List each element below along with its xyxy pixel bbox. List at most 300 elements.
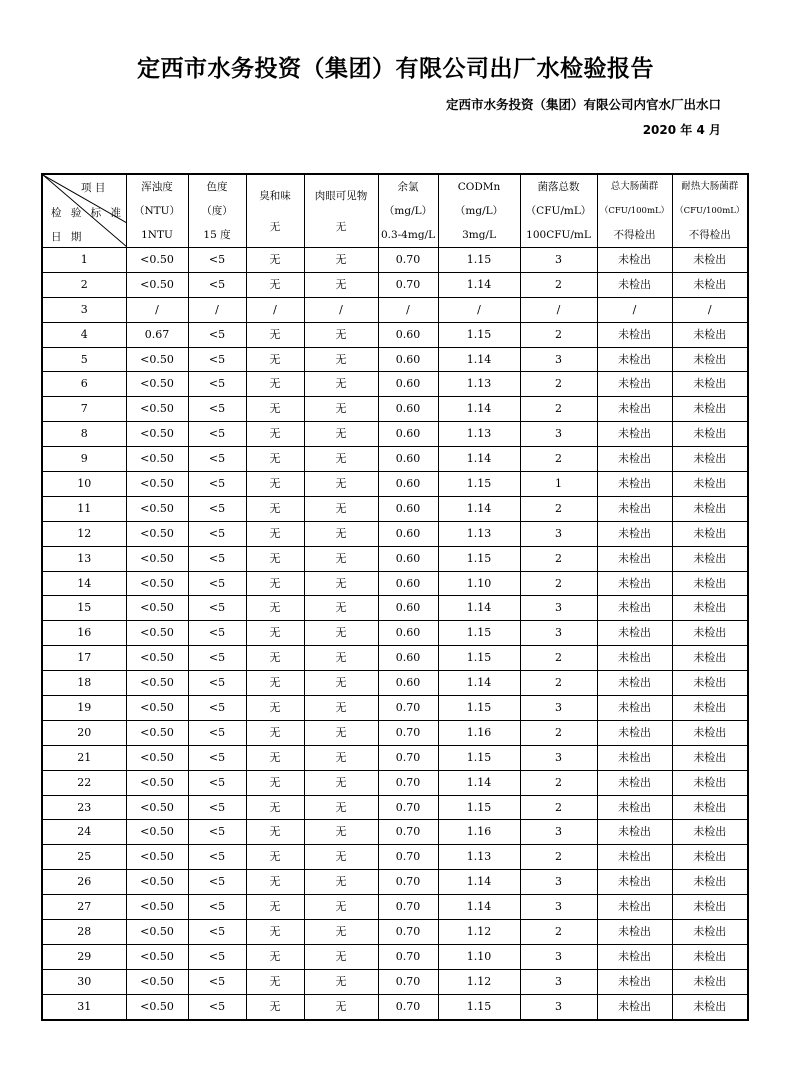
col-standard: 0.3-4mg/L	[380, 229, 436, 241]
visible-matter-cell: 无	[304, 447, 378, 472]
codmn-cell: 1.15	[438, 546, 520, 571]
colony-count-cell: 3	[520, 745, 597, 770]
codmn-cell: 1.13	[438, 845, 520, 870]
col-header-visible-matter	[304, 174, 378, 248]
codmn-cell: 1.15	[438, 472, 520, 497]
day-cell: 25	[42, 845, 126, 870]
visible-matter-cell: /	[304, 297, 378, 322]
turbidity-cell: <0.50	[126, 272, 188, 297]
color-cell: <5	[188, 571, 246, 596]
thermotolerant-coliform-cell: 未检出	[672, 795, 748, 820]
col-header-turbidity	[126, 174, 188, 248]
turbidity-cell: <0.50	[126, 496, 188, 521]
color-cell: <5	[188, 944, 246, 969]
color-cell: <5	[188, 447, 246, 472]
total-coliform-cell: 未检出	[597, 422, 672, 447]
day-cell: 19	[42, 696, 126, 721]
day-cell: 28	[42, 920, 126, 945]
turbidity-cell: <0.50	[126, 770, 188, 795]
colony-count-cell: 2	[520, 795, 597, 820]
chlorine-cell: 0.70	[378, 895, 438, 920]
col-standard: 1NTU	[141, 229, 173, 241]
turbidity-cell: <0.50	[126, 920, 188, 945]
thermotolerant-coliform-cell: 未检出	[672, 422, 748, 447]
total-coliform-cell: /	[597, 297, 672, 322]
odor-cell: 无	[246, 248, 304, 273]
thermotolerant-coliform-cell: 未检出	[672, 596, 748, 621]
chlorine-cell: 0.70	[378, 920, 438, 945]
color-cell: <5	[188, 994, 246, 1019]
colony-count-cell: 2	[520, 571, 597, 596]
col-standard: 不得检出	[613, 229, 656, 241]
turbidity-cell: <0.50	[126, 646, 188, 671]
day-cell: 14	[42, 571, 126, 596]
visible-matter-cell: 无	[304, 895, 378, 920]
corner-item-label: 项 目	[81, 182, 106, 194]
color-cell: <5	[188, 472, 246, 497]
report-location: 定西市水务投资（集团）有限公司内官水厂出水口	[445, 97, 721, 112]
visible-matter-cell: 无	[304, 248, 378, 273]
odor-cell: 无	[246, 944, 304, 969]
codmn-cell: 1.14	[438, 496, 520, 521]
thermotolerant-coliform-cell: 未检出	[672, 521, 748, 546]
table-row	[42, 571, 748, 596]
codmn-cell: /	[438, 297, 520, 322]
table-row	[42, 696, 748, 721]
colony-count-cell: 2	[520, 920, 597, 945]
odor-cell: 无	[246, 571, 304, 596]
day-cell: 29	[42, 944, 126, 969]
report-date: 2020 年 4 月	[642, 123, 721, 137]
chlorine-cell: 0.60	[378, 472, 438, 497]
table-row	[42, 447, 748, 472]
thermotolerant-coliform-cell: 未检出	[672, 745, 748, 770]
col-name: 菌落总数	[537, 181, 580, 193]
total-coliform-cell: 未检出	[597, 720, 672, 745]
total-coliform-cell: 未检出	[597, 571, 672, 596]
odor-cell: 无	[246, 720, 304, 745]
table-row	[42, 496, 748, 521]
visible-matter-cell: 无	[304, 944, 378, 969]
codmn-cell: 1.15	[438, 745, 520, 770]
total-coliform-cell: 未检出	[597, 447, 672, 472]
color-cell: <5	[188, 720, 246, 745]
colony-count-cell: 1	[520, 472, 597, 497]
table-row	[42, 795, 748, 820]
chlorine-cell: 0.70	[378, 994, 438, 1019]
color-cell: <5	[188, 596, 246, 621]
day-cell: 16	[42, 621, 126, 646]
odor-cell: 无	[246, 397, 304, 422]
col-header-codmn	[438, 174, 520, 248]
table-row	[42, 770, 748, 795]
color-cell: <5	[188, 770, 246, 795]
table-row	[42, 845, 748, 870]
visible-matter-cell: 无	[304, 272, 378, 297]
total-coliform-cell: 未检出	[597, 920, 672, 945]
visible-matter-cell: 无	[304, 347, 378, 372]
day-cell: 15	[42, 596, 126, 621]
turbidity-cell: <0.50	[126, 671, 188, 696]
col-header-odor	[246, 174, 304, 248]
turbidity-cell: <0.50	[126, 994, 188, 1019]
colony-count-cell: 2	[520, 447, 597, 472]
visible-matter-cell: 无	[304, 571, 378, 596]
colony-count-cell: 3	[520, 422, 597, 447]
codmn-cell: 1.14	[438, 596, 520, 621]
colony-count-cell: 3	[520, 820, 597, 845]
day-cell: 21	[42, 745, 126, 770]
table-row	[42, 297, 748, 322]
inspection-table	[41, 173, 749, 1021]
colony-count-cell: 3	[520, 621, 597, 646]
col-unit: （CFU/100mL）	[675, 206, 745, 216]
chlorine-cell: /	[378, 297, 438, 322]
table-row	[42, 272, 748, 297]
day-cell: 12	[42, 521, 126, 546]
total-coliform-cell: 未检出	[597, 521, 672, 546]
color-cell: <5	[188, 671, 246, 696]
visible-matter-cell: 无	[304, 795, 378, 820]
turbidity-cell: <0.50	[126, 870, 188, 895]
odor-cell: 无	[246, 845, 304, 870]
thermotolerant-coliform-cell: 未检出	[672, 248, 748, 273]
table-row	[42, 596, 748, 621]
col-name: 臭和味	[259, 189, 291, 202]
color-cell: <5	[188, 621, 246, 646]
total-coliform-cell: 未检出	[597, 546, 672, 571]
thermotolerant-coliform-cell: 未检出	[672, 447, 748, 472]
colony-count-cell: 3	[520, 248, 597, 273]
col-name: 浑浊度	[141, 181, 173, 193]
visible-matter-cell: 无	[304, 397, 378, 422]
header-row	[42, 174, 748, 248]
turbidity-cell: <0.50	[126, 745, 188, 770]
table-row	[42, 920, 748, 945]
codmn-cell: 1.14	[438, 671, 520, 696]
color-cell: <5	[188, 820, 246, 845]
table-row	[42, 422, 748, 447]
total-coliform-cell: 未检出	[597, 820, 672, 845]
col-name: 耐热大肠菌群	[681, 181, 739, 192]
turbidity-cell: <0.50	[126, 845, 188, 870]
codmn-cell: 1.14	[438, 347, 520, 372]
turbidity-cell: <0.50	[126, 521, 188, 546]
visible-matter-cell: 无	[304, 621, 378, 646]
colony-count-cell: 2	[520, 272, 597, 297]
day-cell: 20	[42, 720, 126, 745]
odor-cell: /	[246, 297, 304, 322]
visible-matter-cell: 无	[304, 870, 378, 895]
col-header-thermotolerant-coliform	[672, 174, 748, 248]
color-cell: <5	[188, 347, 246, 372]
visible-matter-cell: 无	[304, 422, 378, 447]
color-cell: <5	[188, 845, 246, 870]
odor-cell: 无	[246, 546, 304, 571]
color-cell: <5	[188, 646, 246, 671]
day-cell: 10	[42, 472, 126, 497]
total-coliform-cell: 未检出	[597, 596, 672, 621]
total-coliform-cell: 未检出	[597, 969, 672, 994]
table-row	[42, 969, 748, 994]
chlorine-cell: 0.70	[378, 795, 438, 820]
total-coliform-cell: 未检出	[597, 372, 672, 397]
turbidity-cell: <0.50	[126, 596, 188, 621]
day-cell: 9	[42, 447, 126, 472]
colony-count-cell: 2	[520, 546, 597, 571]
col-name: 肉眼可见物	[314, 189, 368, 202]
chlorine-cell: 0.60	[378, 596, 438, 621]
turbidity-cell: <0.50	[126, 248, 188, 273]
chlorine-cell: 0.70	[378, 770, 438, 795]
visible-matter-cell: 无	[304, 845, 378, 870]
col-unit: （度）	[201, 205, 233, 217]
table-row	[42, 621, 748, 646]
thermotolerant-coliform-cell: 未检出	[672, 322, 748, 347]
colony-count-cell: 3	[520, 895, 597, 920]
turbidity-cell: <0.50	[126, 944, 188, 969]
day-cell: 30	[42, 969, 126, 994]
corner-date-label: 日 期	[51, 231, 85, 243]
odor-cell: 无	[246, 646, 304, 671]
table-row	[42, 322, 748, 347]
chlorine-cell: 0.60	[378, 447, 438, 472]
codmn-cell: 1.14	[438, 770, 520, 795]
day-cell: 18	[42, 671, 126, 696]
visible-matter-cell: 无	[304, 546, 378, 571]
visible-matter-cell: 无	[304, 472, 378, 497]
turbidity-cell: <0.50	[126, 447, 188, 472]
total-coliform-cell: 未检出	[597, 770, 672, 795]
table-row	[42, 895, 748, 920]
color-cell: <5	[188, 745, 246, 770]
thermotolerant-coliform-cell: 未检出	[672, 646, 748, 671]
colony-count-cell: 2	[520, 720, 597, 745]
total-coliform-cell: 未检出	[597, 994, 672, 1019]
day-cell: 6	[42, 372, 126, 397]
odor-cell: 无	[246, 621, 304, 646]
turbidity-cell: <0.50	[126, 571, 188, 596]
turbidity-cell: <0.50	[126, 895, 188, 920]
colony-count-cell: 2	[520, 845, 597, 870]
total-coliform-cell: 未检出	[597, 895, 672, 920]
codmn-cell: 1.13	[438, 372, 520, 397]
codmn-cell: 1.13	[438, 521, 520, 546]
thermotolerant-coliform-cell: 未检出	[672, 496, 748, 521]
chlorine-cell: 0.70	[378, 820, 438, 845]
color-cell: <5	[188, 372, 246, 397]
turbidity-cell: <0.50	[126, 397, 188, 422]
color-cell: <5	[188, 248, 246, 273]
day-cell: 24	[42, 820, 126, 845]
odor-cell: 无	[246, 696, 304, 721]
total-coliform-cell: 未检出	[597, 795, 672, 820]
day-cell: 26	[42, 870, 126, 895]
colony-count-cell: 3	[520, 870, 597, 895]
thermotolerant-coliform-cell: 未检出	[672, 671, 748, 696]
color-cell: <5	[188, 397, 246, 422]
chlorine-cell: 0.60	[378, 397, 438, 422]
codmn-cell: 1.14	[438, 870, 520, 895]
day-cell: 22	[42, 770, 126, 795]
color-cell: <5	[188, 546, 246, 571]
color-cell: <5	[188, 920, 246, 945]
codmn-cell: 1.16	[438, 720, 520, 745]
odor-cell: 无	[246, 372, 304, 397]
color-cell: <5	[188, 322, 246, 347]
thermotolerant-coliform-cell: 未检出	[672, 920, 748, 945]
colony-count-cell: 3	[520, 521, 597, 546]
visible-matter-cell: 无	[304, 521, 378, 546]
codmn-cell: 1.10	[438, 571, 520, 596]
chlorine-cell: 0.70	[378, 969, 438, 994]
odor-cell: 无	[246, 770, 304, 795]
color-cell: <5	[188, 795, 246, 820]
odor-cell: 无	[246, 920, 304, 945]
chlorine-cell: 0.70	[378, 272, 438, 297]
odor-cell: 无	[246, 994, 304, 1019]
table-row	[42, 248, 748, 273]
codmn-cell: 1.15	[438, 994, 520, 1019]
odor-cell: 无	[246, 895, 304, 920]
visible-matter-cell: 无	[304, 646, 378, 671]
visible-matter-cell: 无	[304, 372, 378, 397]
chlorine-cell: 0.60	[378, 671, 438, 696]
chlorine-cell: 0.70	[378, 845, 438, 870]
table-row	[42, 472, 748, 497]
total-coliform-cell: 未检出	[597, 397, 672, 422]
codmn-cell: 1.12	[438, 920, 520, 945]
codmn-cell: 1.15	[438, 621, 520, 646]
odor-cell: 无	[246, 745, 304, 770]
odor-cell: 无	[246, 596, 304, 621]
color-cell: <5	[188, 696, 246, 721]
total-coliform-cell: 未检出	[597, 322, 672, 347]
turbidity-cell: <0.50	[126, 372, 188, 397]
chlorine-cell: 0.60	[378, 571, 438, 596]
day-cell: 3	[42, 297, 126, 322]
colony-count-cell: 3	[520, 944, 597, 969]
odor-cell: 无	[246, 671, 304, 696]
color-cell: <5	[188, 895, 246, 920]
chlorine-cell: 0.60	[378, 347, 438, 372]
col-header-color	[188, 174, 246, 248]
visible-matter-cell: 无	[304, 770, 378, 795]
total-coliform-cell: 未检出	[597, 745, 672, 770]
total-coliform-cell: 未检出	[597, 272, 672, 297]
thermotolerant-coliform-cell: 未检出	[672, 720, 748, 745]
col-name: 色度	[206, 181, 228, 193]
codmn-cell: 1.16	[438, 820, 520, 845]
day-cell: 31	[42, 994, 126, 1019]
codmn-cell: 1.15	[438, 248, 520, 273]
turbidity-cell: <0.50	[126, 795, 188, 820]
codmn-cell: 1.15	[438, 696, 520, 721]
visible-matter-cell: 无	[304, 720, 378, 745]
chlorine-cell: 0.60	[378, 322, 438, 347]
odor-cell: 无	[246, 521, 304, 546]
chlorine-cell: 0.60	[378, 372, 438, 397]
day-cell: 17	[42, 646, 126, 671]
col-unit: （CFU/100mL）	[599, 206, 670, 216]
thermotolerant-coliform-cell: /	[672, 297, 748, 322]
chlorine-cell: 0.60	[378, 546, 438, 571]
thermotolerant-coliform-cell: 未检出	[672, 571, 748, 596]
visible-matter-cell: 无	[304, 496, 378, 521]
visible-matter-cell: 无	[304, 671, 378, 696]
thermotolerant-coliform-cell: 未检出	[672, 621, 748, 646]
day-cell: 5	[42, 347, 126, 372]
total-coliform-cell: 未检出	[597, 870, 672, 895]
colony-count-cell: 3	[520, 347, 597, 372]
visible-matter-cell: 无	[304, 696, 378, 721]
col-unit: （NTU）	[133, 205, 181, 217]
colony-count-cell: 3	[520, 994, 597, 1019]
color-cell: /	[188, 297, 246, 322]
odor-cell: 无	[246, 870, 304, 895]
colony-count-cell: 2	[520, 770, 597, 795]
col-unit: （mg/L）	[454, 205, 504, 217]
total-coliform-cell: 未检出	[597, 248, 672, 273]
odor-cell: 无	[246, 422, 304, 447]
total-coliform-cell: 未检出	[597, 944, 672, 969]
color-cell: <5	[188, 496, 246, 521]
table-row	[42, 397, 748, 422]
col-header-total-coliform	[597, 174, 672, 248]
thermotolerant-coliform-cell: 未检出	[672, 870, 748, 895]
turbidity-cell: <0.50	[126, 969, 188, 994]
col-standard: 不得检出	[688, 229, 731, 241]
day-cell: 1	[42, 248, 126, 273]
chlorine-cell: 0.60	[378, 496, 438, 521]
table-row	[42, 347, 748, 372]
day-cell: 8	[42, 422, 126, 447]
thermotolerant-coliform-cell: 未检出	[672, 770, 748, 795]
day-cell: 27	[42, 895, 126, 920]
total-coliform-cell: 未检出	[597, 621, 672, 646]
total-coliform-cell: 未检出	[597, 347, 672, 372]
col-header-chlorine	[378, 174, 438, 248]
turbidity-cell: 0.67	[126, 322, 188, 347]
odor-cell: 无	[246, 795, 304, 820]
corner-header-cell	[42, 174, 126, 248]
chlorine-cell: 0.70	[378, 720, 438, 745]
colony-count-cell: 2	[520, 397, 597, 422]
codmn-cell: 1.12	[438, 969, 520, 994]
colony-count-cell: 2	[520, 496, 597, 521]
day-cell: 4	[42, 322, 126, 347]
visible-matter-cell: 无	[304, 969, 378, 994]
odor-cell: 无	[246, 472, 304, 497]
visible-matter-cell: 无	[304, 920, 378, 945]
chlorine-cell: 0.70	[378, 944, 438, 969]
table-row	[42, 720, 748, 745]
day-cell: 7	[42, 397, 126, 422]
codmn-cell: 1.14	[438, 895, 520, 920]
turbidity-cell: <0.50	[126, 546, 188, 571]
table-row	[42, 820, 748, 845]
thermotolerant-coliform-cell: 未检出	[672, 372, 748, 397]
day-cell: 2	[42, 272, 126, 297]
chlorine-cell: 0.70	[378, 745, 438, 770]
corner-standard-label: 检 验 标 准	[51, 207, 125, 219]
table-row	[42, 521, 748, 546]
col-name: CODMn	[457, 181, 501, 193]
turbidity-cell: <0.50	[126, 472, 188, 497]
total-coliform-cell: 未检出	[597, 671, 672, 696]
total-coliform-cell: 未检出	[597, 496, 672, 521]
thermotolerant-coliform-cell: 未检出	[672, 546, 748, 571]
